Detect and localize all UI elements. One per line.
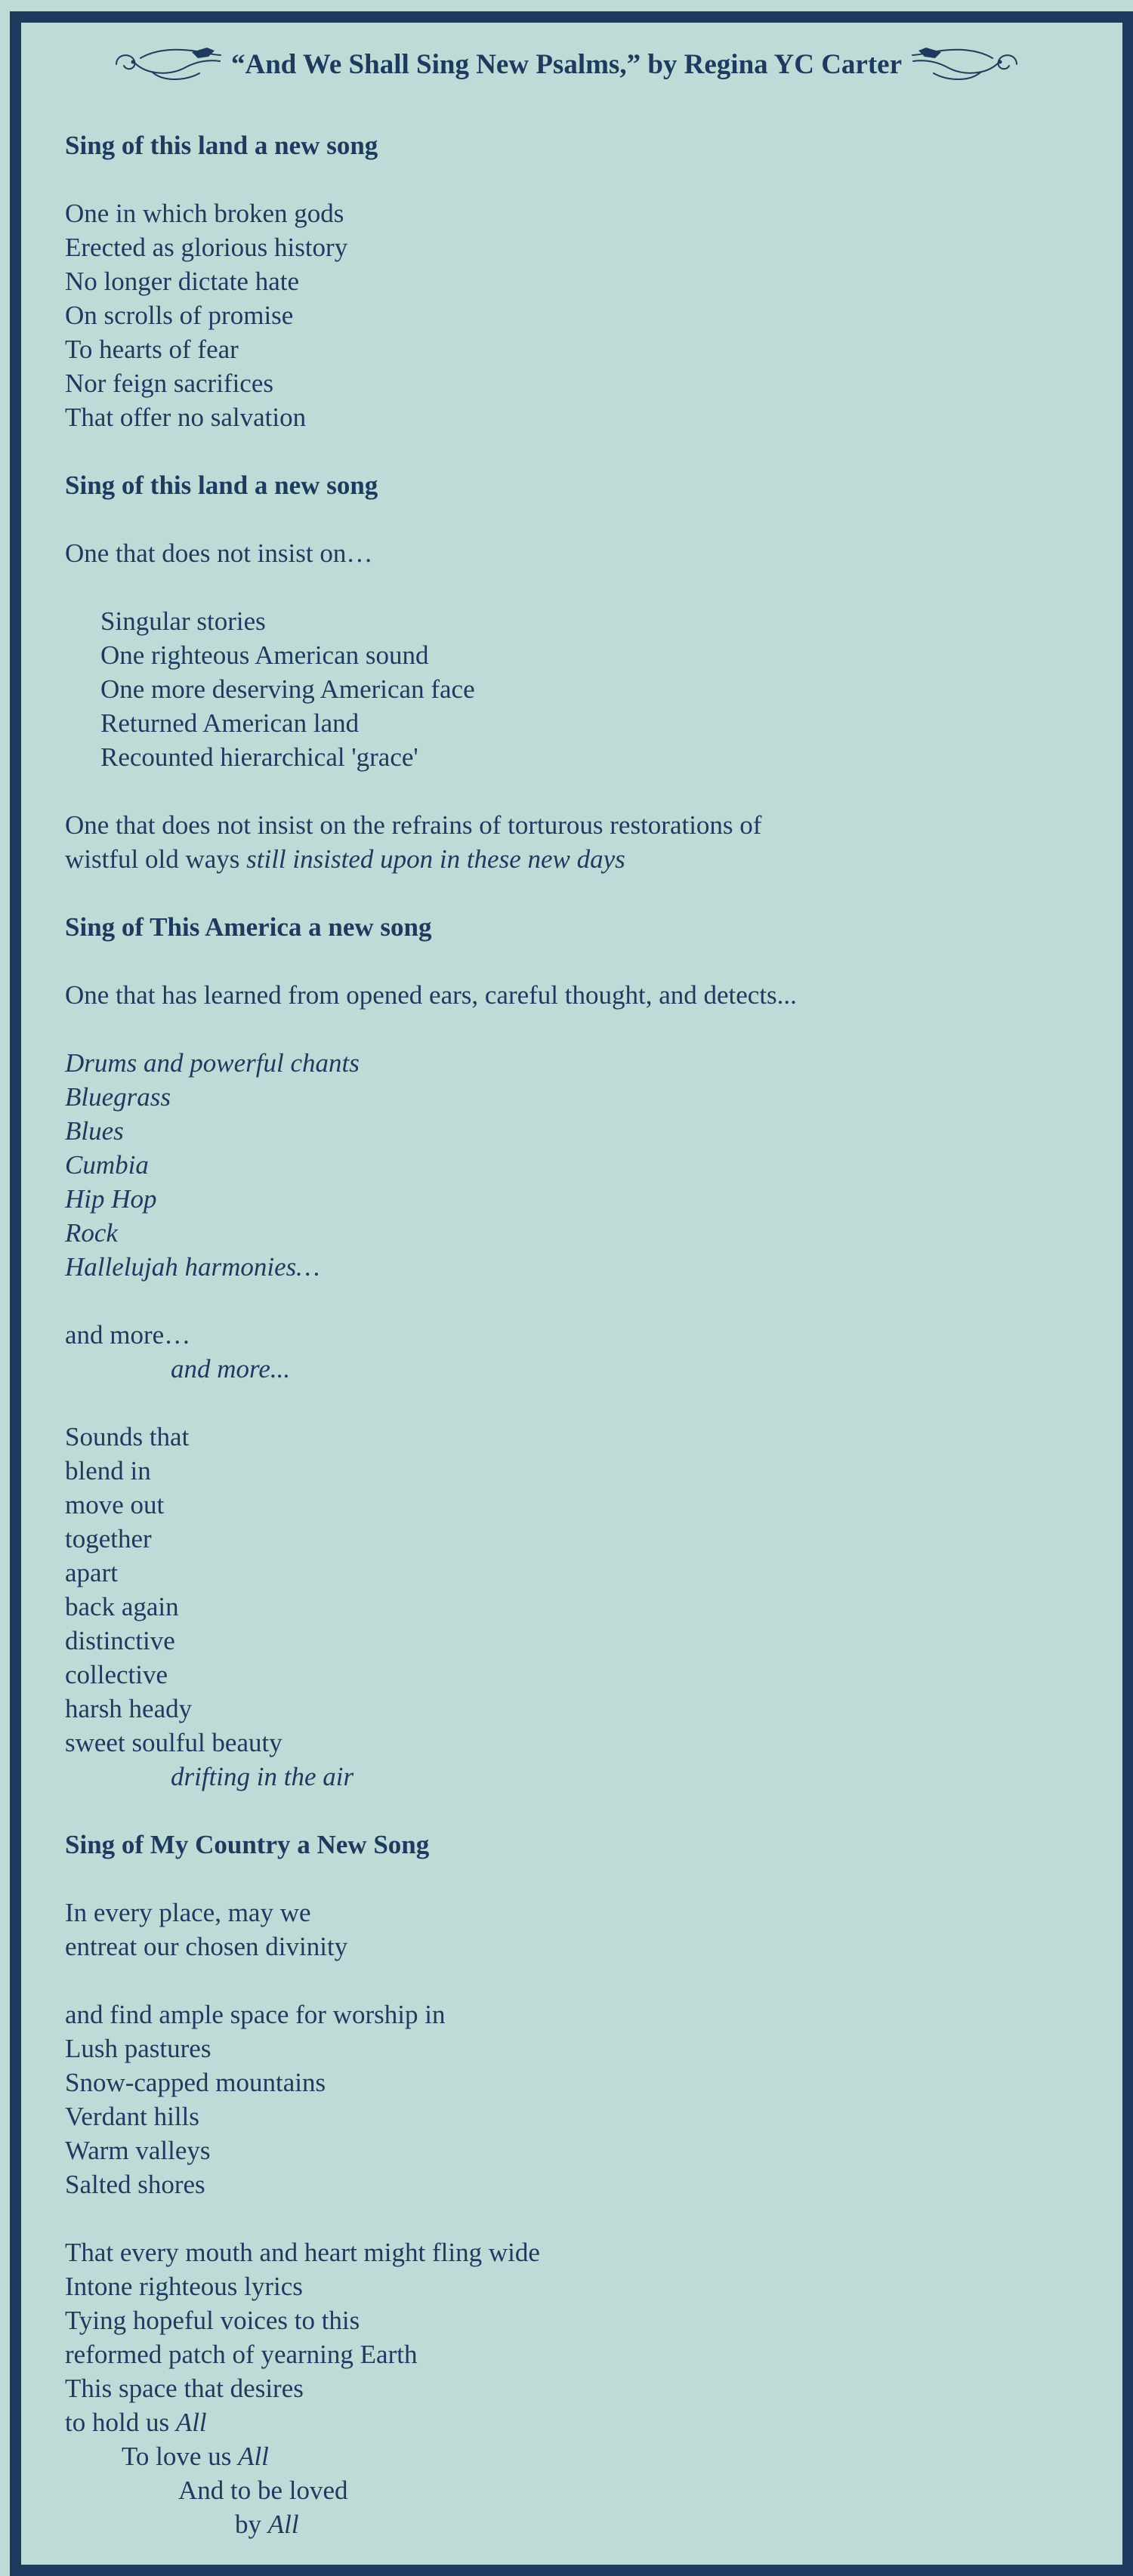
poem-line: Tying hopeful voices to this (65, 2306, 360, 2335)
poem-line: distinctive (65, 1626, 175, 1655)
poem-line: entreat our chosen divinity (65, 1932, 348, 1961)
poem-line: blend in (65, 1456, 151, 1485)
poem-line-indented: Recounted hierarchical 'grace' (100, 742, 418, 772)
poem-line: One that has learned from opened ears, careful thought, and detects... (65, 980, 797, 1010)
poem-line-part: by (235, 2510, 268, 2539)
poem-line: reformed patch of yearning Earth (65, 2340, 418, 2369)
poem-line-italic: Cumbia (65, 1150, 149, 1180)
poem-line: That offer no salvation (65, 403, 307, 432)
poem-line: One that does not insist on the refrains of torturous restorations of (65, 810, 762, 840)
poem-line-part: To love us (122, 2442, 239, 2471)
poem-line: Sounds that (65, 1422, 190, 1452)
poem-line: and more… (65, 1320, 191, 1350)
poem-line: Lush pastures (65, 2034, 211, 2063)
poem-line: move out (65, 1490, 165, 1519)
poem-line-italic: Bluegrass (65, 1082, 171, 1112)
poem-line: Nor feign sacrifices (65, 369, 273, 398)
poem-line-indented: And to be loved (178, 2476, 348, 2505)
poem-line-italic: Blues (65, 1116, 124, 1146)
poem-line: Verdant hills (65, 2102, 199, 2131)
poem-line-indented: One more deserving American face (100, 674, 475, 704)
poem-line: Salted shores (65, 2170, 205, 2199)
poem-line: To hearts of fear (65, 335, 239, 364)
poem-line-italic: All (175, 2408, 207, 2437)
poem-line-italic: Drums and powerful chants (65, 1048, 360, 1078)
poem-line-italic: drifting in the air (171, 1762, 354, 1791)
poem-line: Snow-capped mountains (65, 2068, 326, 2097)
poem-line-italic: All (267, 2510, 299, 2539)
poem-line: sweet soulful beauty (65, 1728, 282, 1757)
poem-line (65, 2405, 1070, 2439)
poem-line: In every place, may we (65, 1898, 311, 1927)
poem-line: This space that desires (65, 2374, 304, 2403)
poem-line: One in which broken gods (65, 199, 344, 228)
poem-body (65, 128, 1070, 2541)
swirl-ornament-left-icon (110, 42, 224, 87)
stanza-heading: Sing of this land a new song (65, 131, 378, 160)
title-row (0, 42, 1133, 87)
poem-line: harsh heady (65, 1694, 193, 1723)
poem-line-indented: Singular stories (100, 606, 266, 636)
poem-line: That every mouth and heart might fling wide (65, 2238, 540, 2267)
poem-line-italic: All (238, 2442, 269, 2471)
stanza-heading: Sing of this land a new song (65, 470, 378, 500)
swirl-ornament-right-icon (909, 42, 1023, 87)
stanza-heading: Sing of This America a new song (65, 912, 432, 942)
poem-line: One that does not insist on… (65, 538, 373, 568)
poem-title: “And We Shall Sing New Psalms,” by Regina YC Carter (230, 48, 903, 80)
poem-line-italic: Rock (65, 1218, 118, 1248)
poem-line (65, 842, 1070, 876)
poem-line-italic: Hallelujah harmonies… (65, 1252, 320, 1282)
poem-line-indented (65, 2439, 1070, 2473)
poem-line-part: to hold us (65, 2408, 176, 2437)
poem-line: collective (65, 1660, 168, 1689)
poem-line: together (65, 1524, 152, 1553)
poem-line-indented: One righteous American sound (100, 640, 429, 670)
poem-line: Warm valleys (65, 2136, 211, 2165)
poem-line: On scrolls of promise (65, 301, 294, 330)
poem-line-indented: Returned American land (100, 708, 360, 738)
poem-line: and find ample space for worship in (65, 2000, 446, 2029)
stanza-heading: Sing of My Country a New Song (65, 1830, 430, 1859)
poem-line-italic: and more... (171, 1354, 291, 1384)
poem-line-italic: Hip Hop (65, 1184, 157, 1214)
poem-line-part: wistful old ways (65, 844, 247, 874)
poem-line: No longer dictate hate (65, 267, 300, 296)
poem-line-italic: still insisted upon in these new days (246, 844, 625, 874)
poem-line: Erected as glorious history (65, 233, 348, 262)
poem-line: back again (65, 1592, 179, 1621)
poem-line-indented (65, 2507, 1070, 2541)
poem-line: apart (65, 1558, 118, 1587)
poem-line: Intone righteous lyrics (65, 2272, 303, 2301)
